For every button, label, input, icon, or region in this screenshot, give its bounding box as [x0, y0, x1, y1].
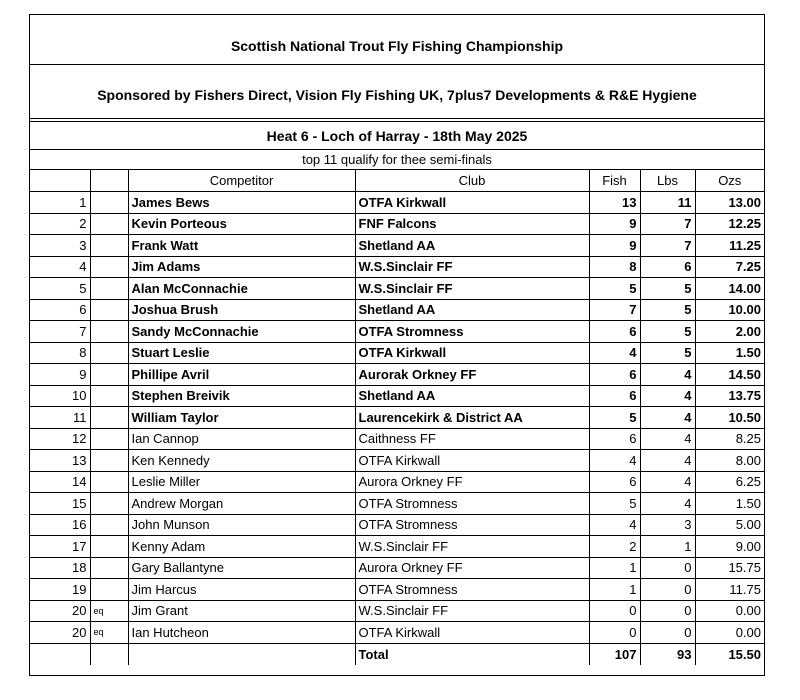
fish-count: 0	[589, 600, 640, 622]
championship-title: Scottish National Trout Fly Fishing Championship	[30, 15, 764, 65]
competitor-name: John Munson	[128, 514, 355, 536]
equal-tag	[90, 450, 128, 472]
fish-count: 8	[589, 256, 640, 278]
competitor-name: Ian Hutcheon	[128, 622, 355, 644]
club-name: OTFA Stromness	[355, 514, 589, 536]
weight-ozs: 10.00	[695, 299, 764, 321]
weight-lbs: 0	[640, 557, 695, 579]
equal-tag	[90, 364, 128, 386]
competitor-name: Jim Adams	[128, 256, 355, 278]
weight-ozs: 6.25	[695, 471, 764, 493]
weight-lbs: 4	[640, 493, 695, 515]
club-name: OTFA Stromness	[355, 321, 589, 343]
equal-tag: eq	[90, 600, 128, 622]
position-cell: 19	[30, 579, 90, 601]
equal-tag	[90, 256, 128, 278]
weight-ozs: 0.00	[695, 622, 764, 644]
weight-lbs: 1	[640, 536, 695, 558]
header-ozs: Ozs	[695, 170, 764, 192]
weight-lbs: 5	[640, 299, 695, 321]
weight-ozs: 1.50	[695, 342, 764, 364]
fish-count: 9	[589, 213, 640, 235]
competitor-name: Frank Watt	[128, 235, 355, 257]
weight-ozs: 7.25	[695, 256, 764, 278]
position-cell: 18	[30, 557, 90, 579]
position-cell: 11	[30, 407, 90, 429]
equal-tag	[90, 342, 128, 364]
position-cell: 20	[30, 600, 90, 622]
total-row	[30, 643, 764, 665]
club-name: Aurora Orkney FF	[355, 557, 589, 579]
weight-ozs: 14.00	[695, 278, 764, 300]
club-name: OTFA Stromness	[355, 493, 589, 515]
club-name: OTFA Kirkwall	[355, 192, 589, 214]
weight-lbs: 4	[640, 364, 695, 386]
weight-lbs: 4	[640, 450, 695, 472]
club-name: W.S.Sinclair FF	[355, 600, 589, 622]
table-row	[30, 600, 764, 622]
fish-count: 7	[589, 299, 640, 321]
table-row	[30, 256, 764, 278]
table-row	[30, 321, 764, 343]
competitor-name: Kevin Porteous	[128, 213, 355, 235]
club-name: Aurora Orkney FF	[355, 471, 589, 493]
position-cell: 13	[30, 450, 90, 472]
fish-count: 0	[589, 622, 640, 644]
weight-ozs: 12.25	[695, 213, 764, 235]
equal-tag	[90, 493, 128, 515]
table-row	[30, 342, 764, 364]
fish-count: 6	[589, 428, 640, 450]
competitor-name: Ian Cannop	[128, 428, 355, 450]
table-row	[30, 622, 764, 644]
fish-count: 4	[589, 514, 640, 536]
table-header-row	[30, 170, 764, 192]
weight-ozs: 10.50	[695, 407, 764, 429]
weight-lbs: 7	[640, 213, 695, 235]
competitor-name: Alan McConnachie	[128, 278, 355, 300]
position-cell: 10	[30, 385, 90, 407]
weight-ozs: 8.25	[695, 428, 764, 450]
competitor-name: Sandy McConnachie	[128, 321, 355, 343]
table-row	[30, 235, 764, 257]
competitor-name: Jim Harcus	[128, 579, 355, 601]
table-row	[30, 192, 764, 214]
fish-count: 6	[589, 385, 640, 407]
club-name: W.S.Sinclair FF	[355, 256, 589, 278]
table-row	[30, 579, 764, 601]
position-cell: 15	[30, 493, 90, 515]
table-row	[30, 450, 764, 472]
weight-lbs: 0	[640, 600, 695, 622]
competitor-name: James Bews	[128, 192, 355, 214]
weight-ozs: 5.00	[695, 514, 764, 536]
club-name: W.S.Sinclair FF	[355, 278, 589, 300]
weight-ozs: 14.50	[695, 364, 764, 386]
weight-ozs: 11.75	[695, 579, 764, 601]
weight-lbs: 4	[640, 471, 695, 493]
table-row	[30, 428, 764, 450]
weight-ozs: 1.50	[695, 493, 764, 515]
position-cell: 17	[30, 536, 90, 558]
table-row	[30, 471, 764, 493]
club-name: OTFA Stromness	[355, 579, 589, 601]
table-row	[30, 536, 764, 558]
position-cell: 3	[30, 235, 90, 257]
competitor-name: Leslie Miller	[128, 471, 355, 493]
weight-ozs: 13.00	[695, 192, 764, 214]
equal-tag	[90, 192, 128, 214]
header-competitor: Competitor	[128, 170, 355, 192]
competitor-name: Kenny Adam	[128, 536, 355, 558]
club-name: Shetland AA	[355, 385, 589, 407]
table-row	[30, 278, 764, 300]
fish-count: 4	[589, 342, 640, 364]
competitor-name: William Taylor	[128, 407, 355, 429]
weight-lbs: 5	[640, 342, 695, 364]
table-row	[30, 407, 764, 429]
competitor-name: Joshua Brush	[128, 299, 355, 321]
weight-lbs: 11	[640, 192, 695, 214]
table-row	[30, 213, 764, 235]
position-cell: 4	[30, 256, 90, 278]
fish-count: 4	[589, 450, 640, 472]
club-name: Caithness FF	[355, 428, 589, 450]
total-eq-cell	[90, 643, 128, 665]
table-row	[30, 364, 764, 386]
position-cell: 7	[30, 321, 90, 343]
equal-tag	[90, 579, 128, 601]
table-row	[30, 514, 764, 536]
fish-count: 5	[589, 278, 640, 300]
total-ozs: 15.50	[695, 643, 764, 665]
weight-ozs: 13.75	[695, 385, 764, 407]
results-sheet	[29, 14, 765, 676]
equal-tag	[90, 407, 128, 429]
weight-lbs: 5	[640, 321, 695, 343]
club-name: Aurorak Orkney FF	[355, 364, 589, 386]
position-cell: 12	[30, 428, 90, 450]
equal-tag	[90, 321, 128, 343]
weight-lbs: 0	[640, 622, 695, 644]
weight-lbs: 4	[640, 385, 695, 407]
club-name: Shetland AA	[355, 299, 589, 321]
total-lbs: 93	[640, 643, 695, 665]
weight-lbs: 7	[640, 235, 695, 257]
header-fish: Fish	[589, 170, 640, 192]
fish-count: 5	[589, 493, 640, 515]
equal-tag	[90, 428, 128, 450]
fish-count: 1	[589, 557, 640, 579]
fish-count: 9	[589, 235, 640, 257]
club-name: OTFA Kirkwall	[355, 342, 589, 364]
fish-count: 13	[589, 192, 640, 214]
weight-ozs: 8.00	[695, 450, 764, 472]
weight-lbs: 0	[640, 579, 695, 601]
sponsors-line: Sponsored by Fishers Direct, Vision Fly Fishing UK, 7plus7 Developments & R&E Hygiene	[30, 65, 764, 119]
club-name: Laurencekirk & District AA	[355, 407, 589, 429]
table-row	[30, 557, 764, 579]
weight-lbs: 4	[640, 407, 695, 429]
weight-ozs: 15.75	[695, 557, 764, 579]
table-row	[30, 385, 764, 407]
weight-ozs: 11.25	[695, 235, 764, 257]
total-label: Total	[355, 643, 589, 665]
qualify-note: top 11 qualify for thee semi-finals	[30, 150, 764, 170]
equal-tag	[90, 557, 128, 579]
weight-lbs: 6	[640, 256, 695, 278]
header-lbs: Lbs	[640, 170, 695, 192]
position-cell: 6	[30, 299, 90, 321]
weight-lbs: 3	[640, 514, 695, 536]
heat-title: Heat 6 - Loch of Harray - 18th May 2025	[30, 122, 764, 150]
position-cell: 8	[30, 342, 90, 364]
equal-tag	[90, 385, 128, 407]
weight-ozs: 0.00	[695, 600, 764, 622]
equal-tag	[90, 235, 128, 257]
club-name: OTFA Kirkwall	[355, 450, 589, 472]
competitor-name: Stuart Leslie	[128, 342, 355, 364]
results-body	[30, 192, 764, 644]
position-cell: 2	[30, 213, 90, 235]
position-cell: 5	[30, 278, 90, 300]
results-table	[30, 170, 764, 665]
weight-lbs: 5	[640, 278, 695, 300]
weight-ozs: 9.00	[695, 536, 764, 558]
total-name-cell	[128, 643, 355, 665]
weight-ozs: 2.00	[695, 321, 764, 343]
equal-tag	[90, 278, 128, 300]
competitor-name: Jim Grant	[128, 600, 355, 622]
position-cell: 20	[30, 622, 90, 644]
club-name: Shetland AA	[355, 235, 589, 257]
equal-tag	[90, 299, 128, 321]
equal-tag	[90, 471, 128, 493]
competitor-name: Gary Ballantyne	[128, 557, 355, 579]
competitor-name: Stephen Breivik	[128, 385, 355, 407]
table-row	[30, 299, 764, 321]
club-name: OTFA Kirkwall	[355, 622, 589, 644]
equal-tag	[90, 536, 128, 558]
weight-lbs: 4	[640, 428, 695, 450]
fish-count: 6	[589, 364, 640, 386]
header-eq	[90, 170, 128, 192]
fish-count: 2	[589, 536, 640, 558]
competitor-name: Andrew Morgan	[128, 493, 355, 515]
fish-count: 1	[589, 579, 640, 601]
header-club: Club	[355, 170, 589, 192]
club-name: FNF Falcons	[355, 213, 589, 235]
position-cell: 14	[30, 471, 90, 493]
club-name: W.S.Sinclair FF	[355, 536, 589, 558]
total-pos-cell	[30, 643, 90, 665]
competitor-name: Phillipe Avril	[128, 364, 355, 386]
position-cell: 1	[30, 192, 90, 214]
competitor-name: Ken Kennedy	[128, 450, 355, 472]
equal-tag: eq	[90, 622, 128, 644]
total-fish: 107	[589, 643, 640, 665]
fish-count: 6	[589, 471, 640, 493]
header-position	[30, 170, 90, 192]
fish-count: 6	[589, 321, 640, 343]
position-cell: 16	[30, 514, 90, 536]
equal-tag	[90, 514, 128, 536]
equal-tag	[90, 213, 128, 235]
position-cell: 9	[30, 364, 90, 386]
table-row	[30, 493, 764, 515]
fish-count: 5	[589, 407, 640, 429]
